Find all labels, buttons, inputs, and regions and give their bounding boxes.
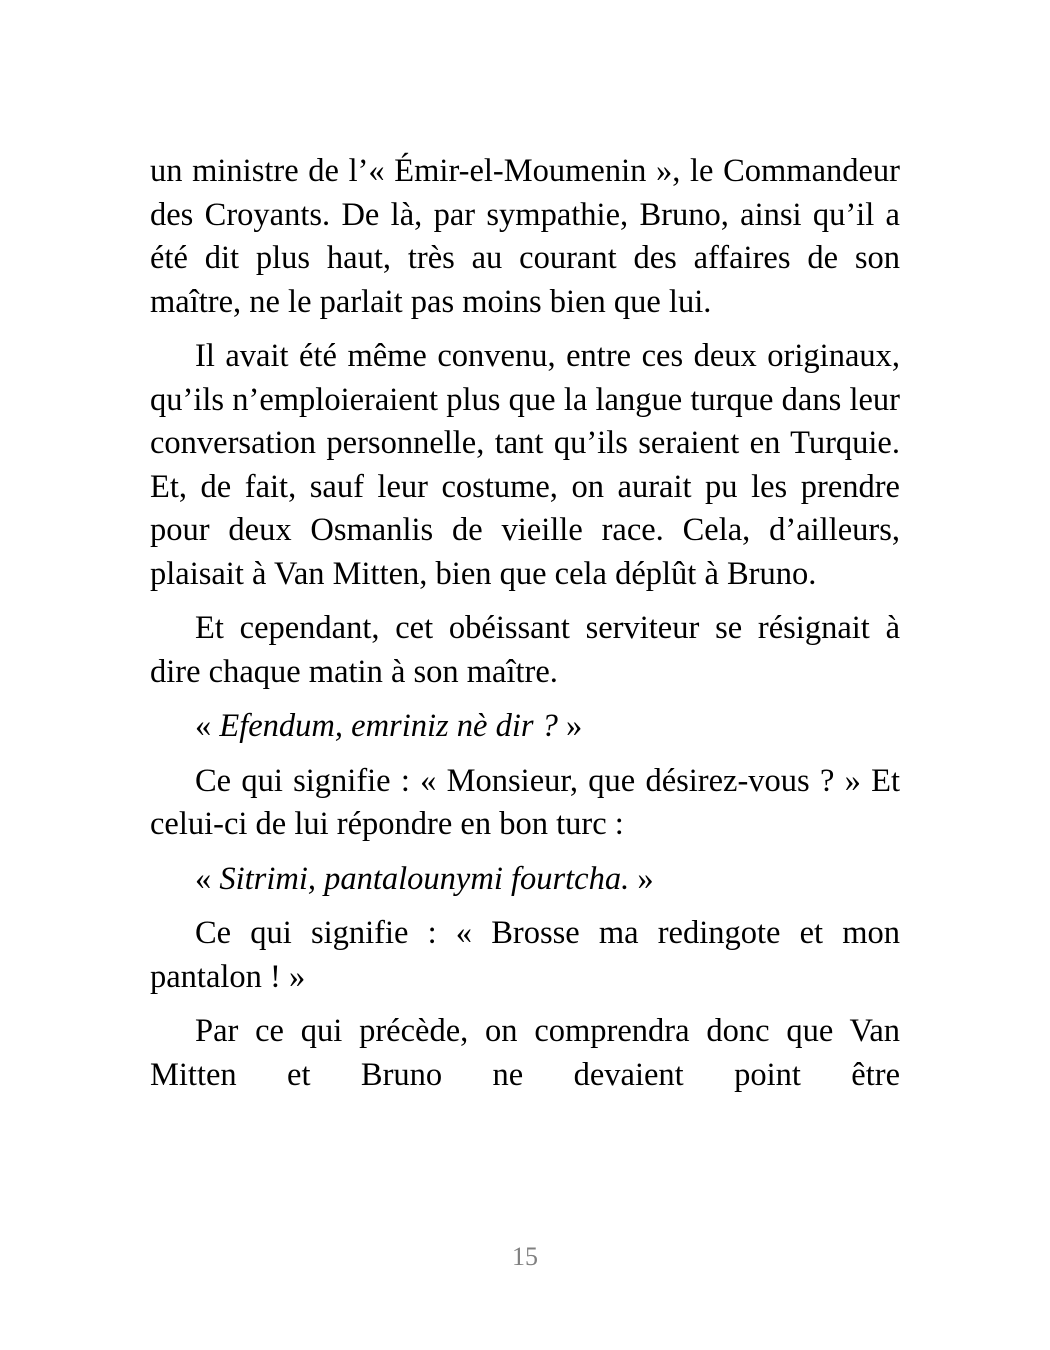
quote-italic-text: Efendum, emriniz nè dir ? (219, 708, 558, 744)
paragraph-1: un ministre de l’« Émir-el-Moumenin », le Commandeur des Croyants. De là, par sympathie, Bruno, ainsi qu’il a été dit plus haut, très au courant des affaires de son maître, ne le parlait pas moins bien que lui. (150, 153, 900, 320)
page-number: 15 (512, 1242, 538, 1271)
page-body (150, 150, 900, 1108)
quote-open-mark: « (195, 708, 220, 744)
paragraph-3: Et cependant, cet obéissant serviteur se résignait à dire chaque matin à son maître. (150, 610, 900, 690)
quote-turkish-answer (150, 858, 900, 902)
quote-turkish-question (150, 705, 900, 749)
paragraph-translation-2: Ce qui signifie : « Brosse ma redingote et mon pantalon ! » (150, 915, 900, 995)
paragraph-2: Il avait été même convenu, entre ces deux originaux, qu’ils n’emploieraient plus que la langue turque dans leur conversation personnelle, tant qu’ils seraient en Turquie. Et, de fait, sauf leur costume, on aurait pu les prendre pour deux Osmanlis de vieille race. Cela, d’ailleurs, plaisait à Van Mitten, bien que cela déplût à Bruno. (150, 338, 900, 592)
quote-italic-text: Sitrimi, pantalounymi fourtcha. (219, 860, 630, 897)
paragraph-final: Par ce qui précède, on comprendra donc que Van Mitten et Bruno ne devaient point être (150, 1013, 900, 1093)
quote-close-mark: » (557, 708, 583, 744)
paragraph-translation-1: Ce qui signifie : « Monsieur, que désirez-vous ? » Et celui-ci de lui répondre en bon turc : (150, 762, 900, 842)
quote-open-mark: « (195, 860, 220, 897)
quote-close-mark: » (629, 860, 654, 897)
